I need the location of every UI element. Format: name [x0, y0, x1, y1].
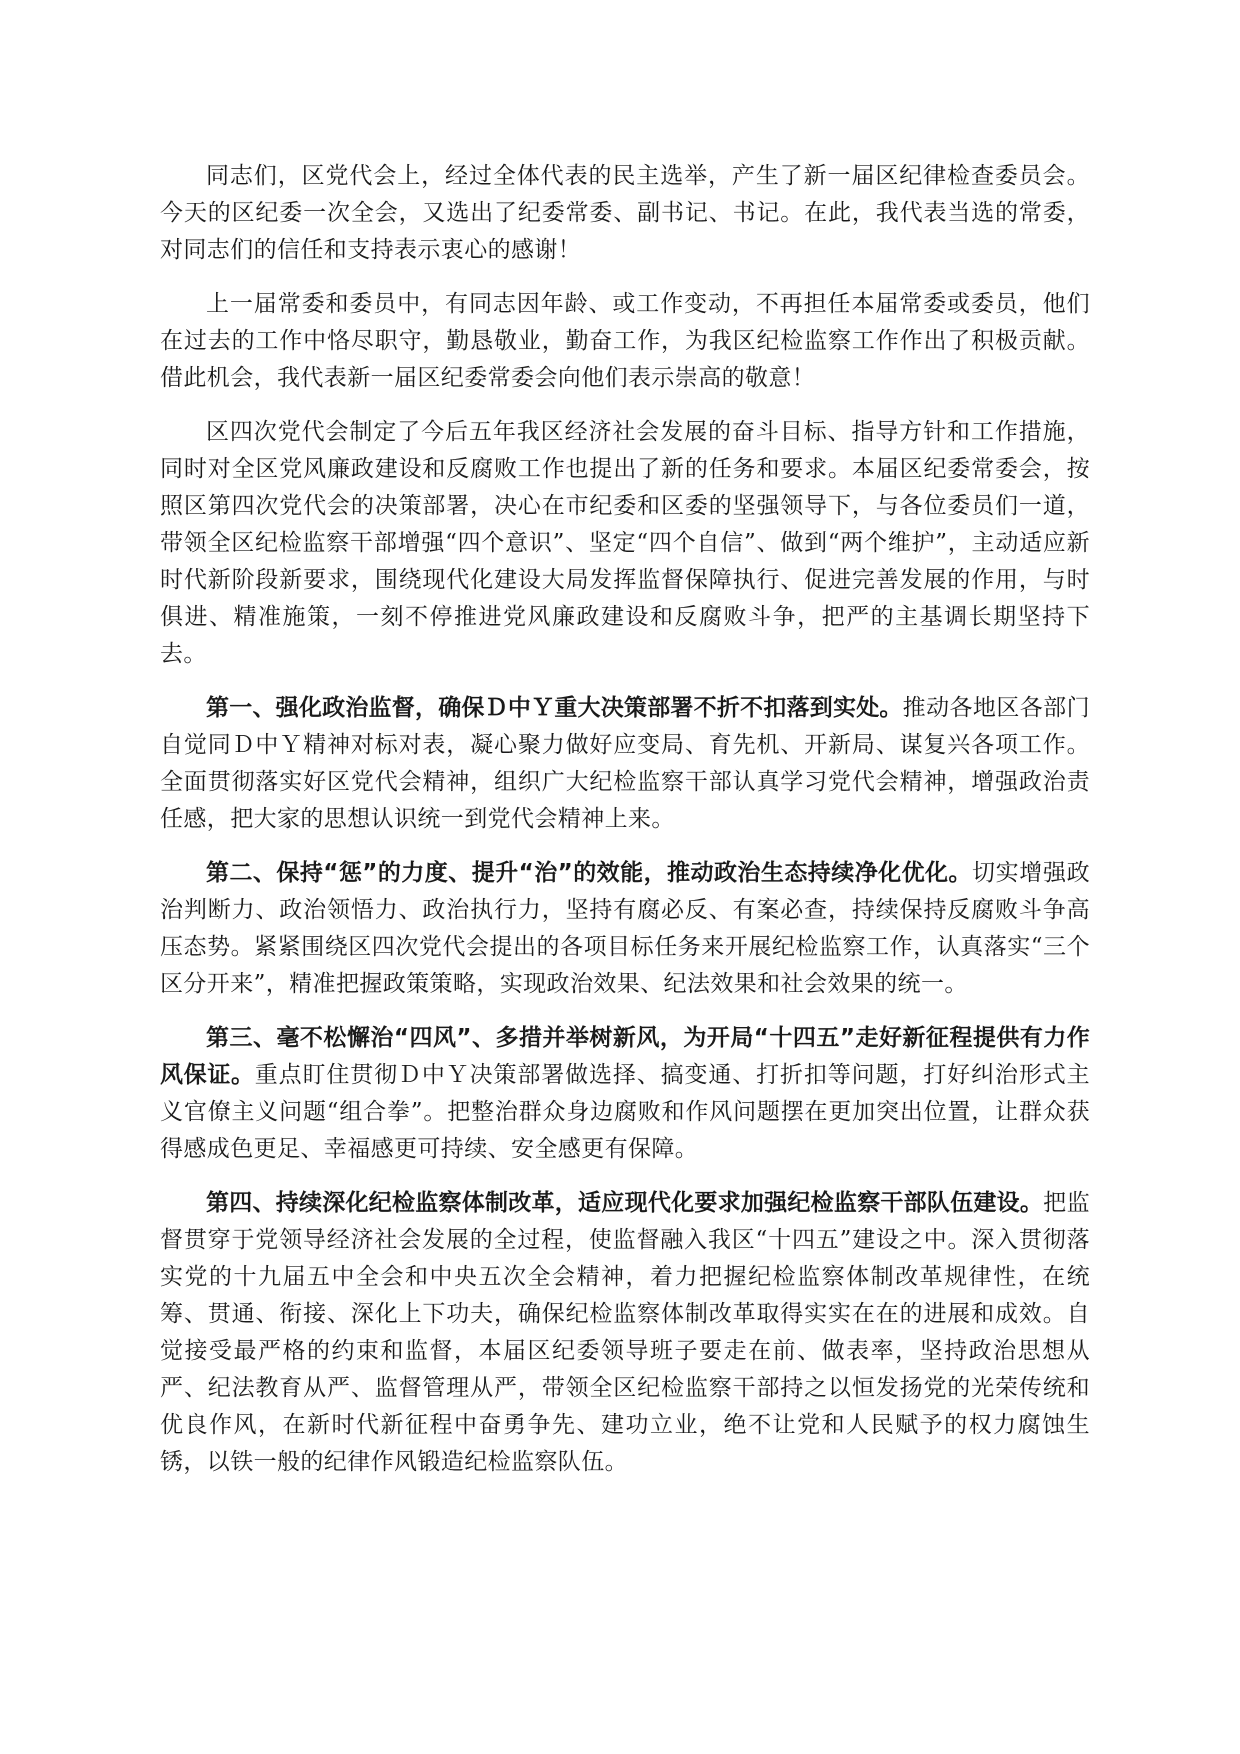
- paragraph-text: 把监督贯穿于党领导经济社会发展的全过程，使监督融入我区“十四五”建设之中。深入贯彻落实党的十九届五中全会和中央五次全会精神，着力把握纪检监察体制改革规律性，在统筹、贯通、衔接、深化上下功夫，确保纪检监察体制改革取得实实在在的进展和成效。自觉接受最严格的约束和监督，本届区纪委领导班子要走在前、做表率，坚持政治思想从严、纪法教育从严、监督管理从严，带领全区纪检监察干部持之以恒发扬党的光荣传统和优良作风，在新时代新征程中奋勇争先、建功立业，绝不让党和人民赋予的权力腐蚀生锈，以铁一般的纪律作风锻造纪检监察队伍。: [160, 1190, 1090, 1475]
- paragraph-5: [160, 855, 1090, 1003]
- paragraph-text: 区四次党代会制定了今后五年我区经济社会发展的奋斗目标、指导方针和工作措施，同时对全区党风廉政建设和反腐败工作也提出了新的任务和要求。本届区纪委常委会，按照区第四次党代会的决策部署，决心在市纪委和区委的坚强领导下，与各位委员们一道，带领全区纪检监察干部增强“四个意识”、坚定“四个自信”、做到“两个维护”，主动适应新时代新阶段新要求，围绕现代化建设大局发挥监督保障执行、促进完善发展的作用，与时俱进、精准施策，一刻不停推进党风廉政建设和反腐败斗争，把严的主基调长期坚持下去。: [160, 419, 1090, 667]
- paragraph-6: [160, 1020, 1090, 1168]
- paragraph-text: 切实增强政治判断力、政治领悟力、政治执行力，坚持有腐必反、有案必查，持续保持反腐败斗争高压态势。紧紧围绕区四次党代会提出的各项目标任务来开展纪检监察工作，认真落实“三个区分开来”，精准把握政策策略，实现政治效果、纪法效果和社会效果的统一。: [160, 860, 1091, 997]
- paragraph-lead-bold: 第二、保持“惩”的力度、提升“治”的效能，推动政治生态持续净化优化。: [206, 860, 972, 886]
- paragraph-text: 重点盯住贯彻Ｄ中Ｙ决策部署做选择、搞变通、打折扣等问题，打好纠治形式主义官僚主义问题“组合拳”。把整治群众身边腐败和作风问题摆在更加突出位置，让群众获得感成色更足、幸福感更可持续、安全感更有保障。: [160, 1062, 1090, 1162]
- document-body: [160, 158, 1090, 1498]
- paragraph-3: [160, 414, 1090, 673]
- paragraph-2: [160, 286, 1090, 397]
- paragraph-lead-bold: 第三、毫不松懈治“四风”、多措并举树新风，为开局“十四五”走好新征程提供有力作风保证。: [160, 1025, 1090, 1088]
- paragraph-1: [160, 158, 1090, 269]
- paragraph-text: 上一届常委和委员中，有同志因年龄、或工作变动，不再担任本届常委或委员，他们在过去的工作中恪尽职守，勤恳敬业，勤奋工作，为我区纪检监察工作作出了积极贡献。借此机会，我代表新一届区纪委常委会向他们表示崇高的敬意！: [160, 291, 1090, 391]
- paragraph-text: 同志们，区党代会上，经过全体代表的民主选举，产生了新一届区纪律检查委员会。今天的区纪委一次全会，又选出了纪委常委、副书记、书记。在此，我代表当选的常委，对同志们的信任和支持表示衷心的感谢！: [160, 163, 1090, 263]
- paragraph-text: 推动各地区各部门自觉同Ｄ中Ｙ精神对标对表，凝心聚力做好应变局、育先机、开新局、谋复兴各项工作。全面贯彻落实好区党代会精神，组织广大纪检监察干部认真学习党代会精神，增强政治责任感，把大家的思想认识统一到党代会精神上来。: [160, 695, 1091, 832]
- paragraph-4: [160, 690, 1090, 838]
- paragraph-lead-bold: 第一、强化政治监督，确保Ｄ中Ｙ重大决策部署不折不扣落到实处。: [206, 695, 903, 721]
- paragraph-7: [160, 1185, 1090, 1481]
- paragraph-lead-bold: 第四、持续深化纪检监察体制改革，适应现代化要求加强纪检监察干部队伍建设。: [206, 1190, 1044, 1216]
